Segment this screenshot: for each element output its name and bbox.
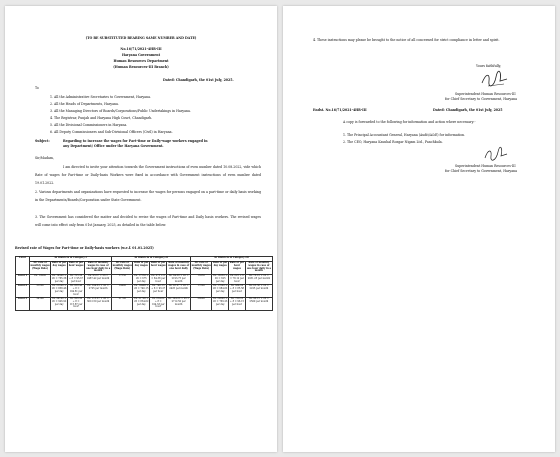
table-row: [16, 284, 273, 297]
table-cell: Rs. 19900 ÷ 26 = 765.38 per day: [51, 273, 67, 283]
table-header-cell: Rate of monthly wages in case of one hour daily: [167, 261, 191, 274]
department-name: Human Resources Department: [113, 59, 169, 63]
table-cell: 19400: [112, 284, 133, 297]
paragraph-1: I am directed to invite your attention towards the Government instructions of even number dated 10.08.2022, vide which Rate of wages for Part-time or Daily-basis Workers were fixed in accordance with Government instructions of even number dated 19.01.2022.: [35, 165, 261, 185]
wages-table: [15, 256, 273, 311]
table-cell: Rs. 104.81 × 26 = 2725 per month: [85, 284, 112, 297]
table-cell: Rs. 115.87 × 26 = 3012.50 per month: [85, 297, 112, 310]
paragraph-3: 3. The Government has considered the matter and decided to revise the wages of Part-time and Daily basis workers. The revised wages will come into effect only from 01st January, 2025, as detailed in the table below:: [35, 215, 261, 227]
table-cell: Rs. 684.62 ÷ 8 = 85.58 per hour: [229, 284, 246, 297]
table-cell: Rs. 838.46 ÷ 8 = 104.81 per hour: [68, 284, 85, 297]
table-header-cell: Rate of per day wages: [133, 261, 150, 274]
table-header-cell: In Districts of Category-III: [191, 257, 273, 262]
table-header-cell: Rate of per day wages: [212, 261, 229, 274]
recipient-item: 2. All the Heads of Departments, Haryana.: [50, 102, 119, 106]
table-row: [16, 274, 273, 284]
table-header-cell: DC rate of monthly wages (Wage Rate): [112, 261, 133, 274]
copy-item: 2. The CEO, Haryana Kaushal Rozgar Nigam Ltd., Panchkula.: [343, 140, 443, 144]
salutation: Sir/Madam,: [35, 156, 54, 160]
paragraph-2: 2. Various departments and organizations have requested to increase the wages for persons engaged on a part-time or daily basis working in the Departments/Boards/Corporation under State Government.: [35, 190, 261, 202]
branch-name: (Human Resources-III Branch): [113, 65, 169, 69]
table-header-cell: In Districts of Category-II: [112, 257, 191, 262]
table-cell: 17800: [191, 284, 212, 297]
table-cell: Rs. 834.62 ÷ 8 = 104.33 per hour: [150, 297, 167, 310]
table-cell: Rs. 765.38 ÷ 8 = 95.67 per hour: [69, 273, 84, 283]
copy-forward-line: A copy is forwarded to the following for information and action where necessary:-: [343, 120, 476, 124]
letter-page-2: [283, 6, 555, 452]
letter-number: No.16/71/2021-4HR-III: [120, 47, 162, 51]
table-cell: Rs. 769.23 ÷ 8 = 96.15 per hour: [229, 297, 246, 310]
signature-1: [480, 69, 510, 91]
table-header-cell: Level: [16, 257, 30, 275]
table-cell: Rs. 20000 ÷ 26 = 769.23 per day: [212, 297, 229, 310]
letter-page-1: [5, 6, 277, 452]
government-name: Haryana Government: [121, 53, 161, 57]
to-label: To: [35, 86, 39, 90]
signatory-2-title: Superintendent Human Resources-III: [455, 164, 516, 168]
subject-label: Subject:: [35, 139, 50, 143]
table-cell: Rs. 104.33 × 26 = 2712.50 per month: [167, 297, 191, 310]
copy-item: 1. The Principal Accountant General, Haryana (Audit/A&E) for information.: [343, 133, 466, 137]
subject-line-1: Regarding to increase the wages for Part-time or Daily-wage workers engaged in: [63, 139, 208, 143]
recipient-item: 1. All the Administrative Secretaries to Government, Haryana.: [50, 95, 152, 99]
table-cell: 16250: [191, 274, 212, 284]
table-header-cell: Rate of monthly wages in case of one hour daily in a month: [86, 260, 111, 273]
table-cell: Rs. 93.27 × 26 = 2425 per month: [167, 284, 191, 297]
table-header-cell: Rate of per hour wages: [229, 261, 246, 274]
table-cell: 24100: [30, 297, 51, 310]
table-header-cell: Rate of monthly wages in case of one hour daily in a month: [246, 260, 271, 273]
substitution-note: (TO BE SUBSTITUTED BEARING SAME NUMBER AND DATE): [85, 36, 197, 40]
table-level-cell: Level 3: [16, 297, 30, 310]
table-header-cell: Rate of per hour wages: [68, 261, 85, 274]
signature-2: [483, 146, 509, 164]
table-cell: Rs. 19400 ÷ 26 = 746.15 per day: [133, 284, 150, 297]
table-cell: Rs. 17550 ÷ 26 = 675 per day: [134, 273, 149, 283]
table-header-cell: In Districts of Category-I: [30, 257, 112, 262]
table-cell: Rs. 625 ÷ 8 = 78.12 per hour: [230, 273, 244, 283]
table-cell: Rs. 78.12 × 26 = 2031.25 per month: [245, 274, 272, 284]
subject-line-2: any Department/ Office under the Haryana Government.: [63, 144, 164, 148]
table-cell: Rs. 85.58 × 26 = 2225 per month: [245, 284, 272, 297]
table-row: [16, 297, 273, 310]
table-title: Revised rate of Wages for Part-time or Daily-basis workers (w.e.f. 01.01.2025): [15, 246, 154, 250]
paragraph-4: 4. These instructions may please be brought to the notice of all concerned for strict compliance in letter and spirit.: [313, 38, 500, 42]
table-header-cell: Rate of per hour wages: [150, 261, 167, 274]
table-cell: Rs. 84.38 × 26 = 2193.75 per month: [168, 273, 189, 283]
endorsement-number: Endst. No.16/71/2021-4HR-III: [313, 108, 367, 112]
table-header-cell: Rate of per day wages: [51, 261, 68, 274]
table-cell: Rs. 95.67 × 26 = 2487.42 per month: [85, 274, 112, 284]
recipient-item: 3. All the Managing Directors of Boards/Corporations/Public Undertakings in Haryana.: [50, 109, 191, 113]
table-cell: Rs. 675 ÷ 8 = 84.38 per hour: [151, 273, 166, 283]
recipient-item: 4. The Registrar, Punjab and Haryana High Court, Chandigarh.: [50, 116, 153, 120]
table-cell: Rs. 24100 ÷ 26 = 926.92 per day: [51, 297, 68, 310]
endorsement-date: Dated: Chandigarh, the 01st July, 2025: [433, 108, 503, 112]
table-cell: 21800: [30, 284, 51, 297]
table-level-cell: Level 2: [16, 284, 30, 297]
table-cell: 20000: [191, 297, 212, 310]
signatory-1-for: for Chief Secretary to Government, Haryana: [445, 97, 518, 101]
table-header-cell: DC rate of monthly wages (Wage Rate): [191, 261, 212, 274]
table-cell: 17550: [112, 274, 133, 284]
recipient-item: 5. All the Divisional Commissioners in Haryana.: [50, 123, 128, 127]
letter-date: Dated: Chandigarh, the 01st July, 2025.: [163, 78, 234, 82]
table-cell: Rs. 21800 ÷ 26 = 838.46 per day: [51, 284, 68, 297]
table-cell: Rs. 16250 ÷ 26 = 625 per day: [213, 273, 228, 283]
table-cell: 21700: [112, 297, 133, 310]
table-cell: Rs. 21700 ÷ 26 = 834.62 per day: [133, 297, 150, 310]
recipient-item: 6. All Deputy Commissioners and Sub-Divisional Officers (Civil) in Haryana.: [50, 130, 173, 134]
table-cell: Rs. 17800 ÷ 26 = 684.62 per day: [212, 284, 229, 297]
table-cell: Rs. 746.15 ÷ 8 = 93.27 per hour: [150, 284, 167, 297]
table-cell: Rs. 19900: [30, 274, 51, 284]
table-cell: Rs. 926.92 ÷ 8 = 115.87 per hour: [68, 297, 85, 310]
table-level-cell: Level 1: [16, 274, 30, 284]
signatory-1-title: Superintendent Human Resources-III: [455, 92, 516, 96]
table-sub-header-row: [16, 261, 273, 274]
table-header-cell: DC rate of monthly wages (Wage Rate): [30, 261, 51, 274]
closing-line: Yours faithfully,: [476, 64, 502, 68]
signatory-2-for: for Chief Secretary to Government, Haryana: [445, 169, 518, 173]
table-cell: Rs. 96.15 × 26 = 2500 per month: [245, 297, 272, 310]
